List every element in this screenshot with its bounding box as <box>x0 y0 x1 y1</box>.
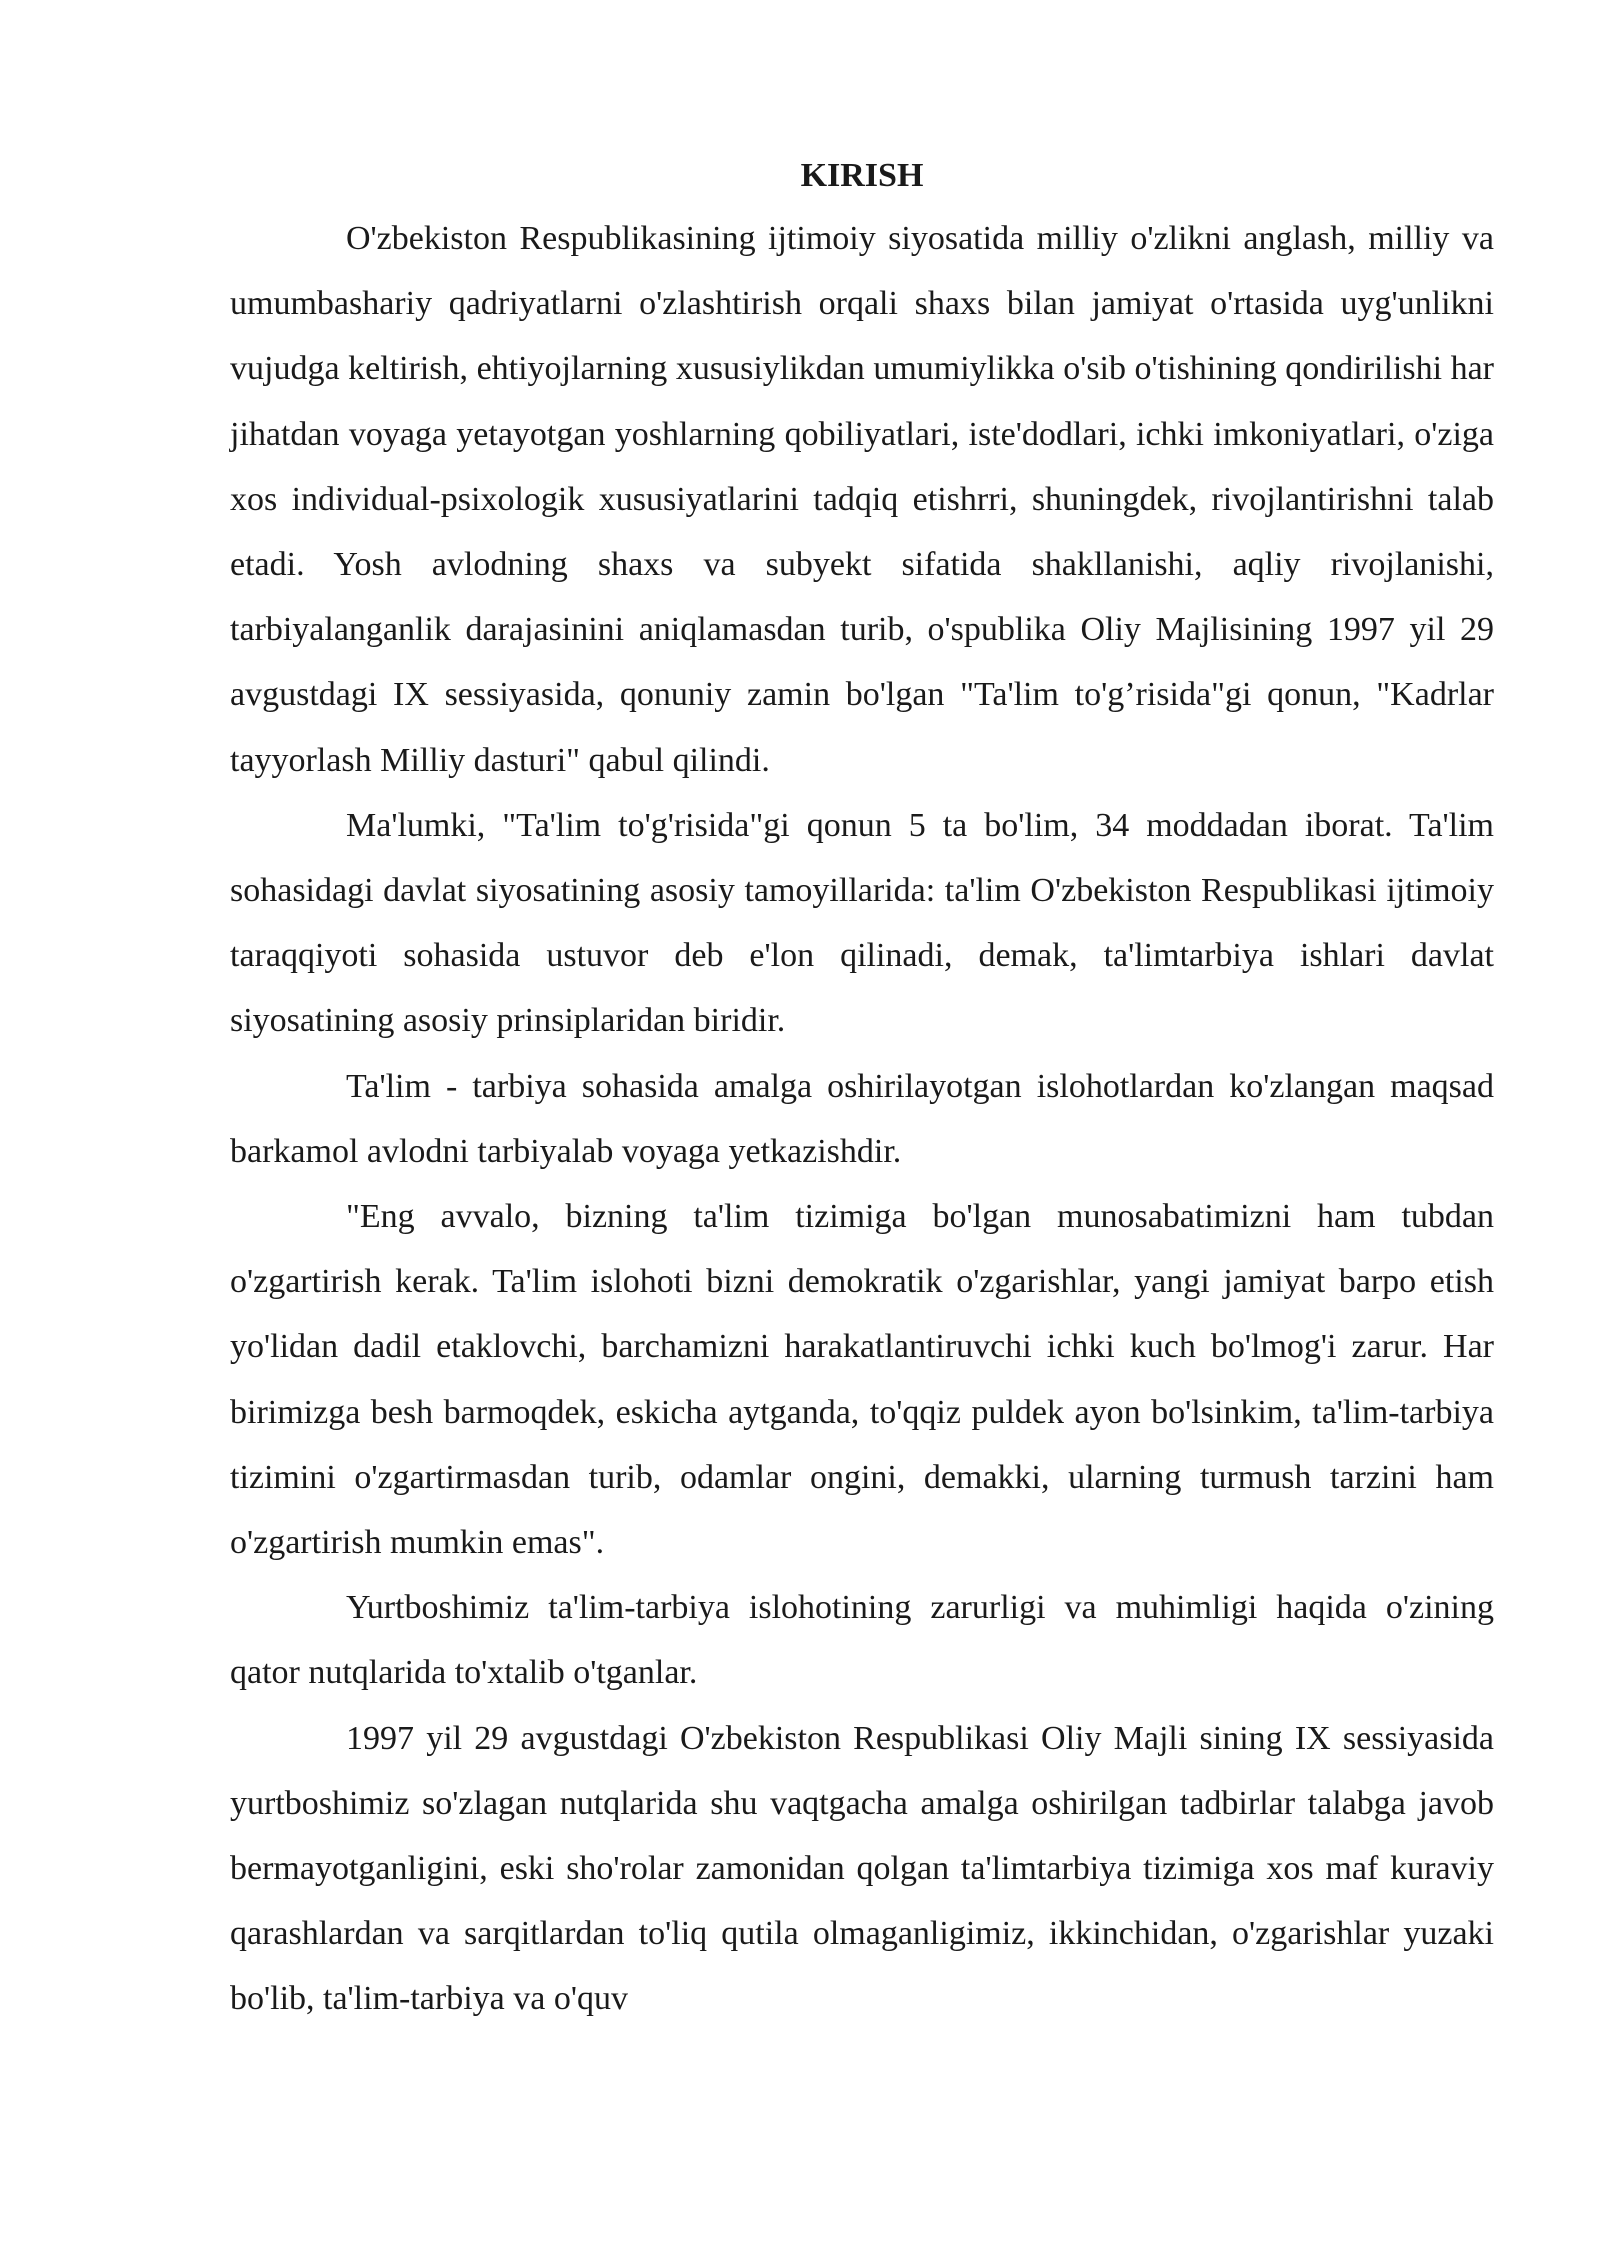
paragraph-4: "Eng avvalo, bizning ta'lim tizimiga bo'lgan munosabatimizni ham tubdan o'zgartirish kerak. Ta'lim islohoti bizni demokratik o'zgarishlar, yangi jamiyat barpo etish yo'lidan dadil etaklovchi, barchamizni harakatlantiruvchi ichki kuch bo'lmog'i zarur. Har birimizga besh barmoqdek, eskicha aytganda, to'qqiz puldek ayon bo'lsinkim, ta'lim-tarbiya tizimini o'zgartirmasdan turib, odamlar ongini, demakki, ularning turmush tarzini ham o'zgartirish mumkin emas". <box>230 1198 1494 1562</box>
paragraph-1: O'zbekiston Respublikasining ijtimoiy siyosatida milliy o'zlikni anglash, milliy va umumbashariy qadriyatlarni o'zlashtirish orqali shaxs bilan jamiyat o'rtasida uyg'unlikni vujudga keltirish, ehtiyojlarning xususiylikdan umumiylikka o'sib o'tishining qondirilishi har jihatdan voyaga yetayotgan yoshlarning qobiliyatlari, iste'dodlari, ichki imkoniyatlari, o'ziga xos individual-psixologik xususiyatlarini tadqiq etishrri, shuningdek, rivojlantirishni talab etadi. Yosh avlodning shaxs va subyekt sifatida shakllanishi, aqliy rivojlanishi, tarbiyalanganlik darajasinini aniqlamasdan turib, o'spublika Oliy Majlisining 1997 yil 29 avgustdagi IX sessiyasida, qonuniy zamin bo'lgan "Ta'lim to'g’risida"gi qonun, "Kadrlar tayyorlash Milliy dasturi" qabul qilindi. <box>230 220 1494 779</box>
paragraph-5: Yurtboshimiz ta'lim-tarbiya islohotining zarurligi va muhimligi haqida o'zining qator nutqlarida to'xtalib o'tganlar. <box>230 1589 1494 1692</box>
paragraph-3: Ta'lim - tarbiya sohasida amalga oshirilayotgan islohotlardan ko'zlangan maqsad barkamol avlodni tarbiyalab voyaga yetkazishdir. <box>230 1067 1494 1170</box>
document-body <box>230 146 1494 2032</box>
document-title: KIRISH <box>800 157 924 194</box>
paragraph-6: 1997 yil 29 avgustdagi O'zbekiston Respublikasi Oliy Majli sining IX sessiyasida yurtboshimiz so'zlagan nutqlarida shu vaqtgacha amalga oshirilgan tadbirlar talabga javob bermayotganligini, eski sho'rolar zamonidan qolgan ta'limtarbiya tizimiga xos maf kuraviy qarashlardan va sarqitlardan to'liq qutila olmaganligimiz, ikkinchidan, o'zgarishlar yuzaki bo'lib, ta'lim-tarbiya va o'quv <box>230 1719 1494 2018</box>
paragraph-2: Ma'lumki, "Ta'lim to'g'risida"gi qonun 5 ta bo'lim, 34 moddadan iborat. Ta'lim sohasidagi davlat siyosatining asosiy tamoyillarida: ta'lim O'zbekiston Respublikasi ijtimoiy taraqqiyoti sohasida ustuvor deb e'lon qilinadi, demak, ta'limtarbiya ishlari davlat siyosatining asosiy prinsiplaridan biridir. <box>230 806 1494 1040</box>
